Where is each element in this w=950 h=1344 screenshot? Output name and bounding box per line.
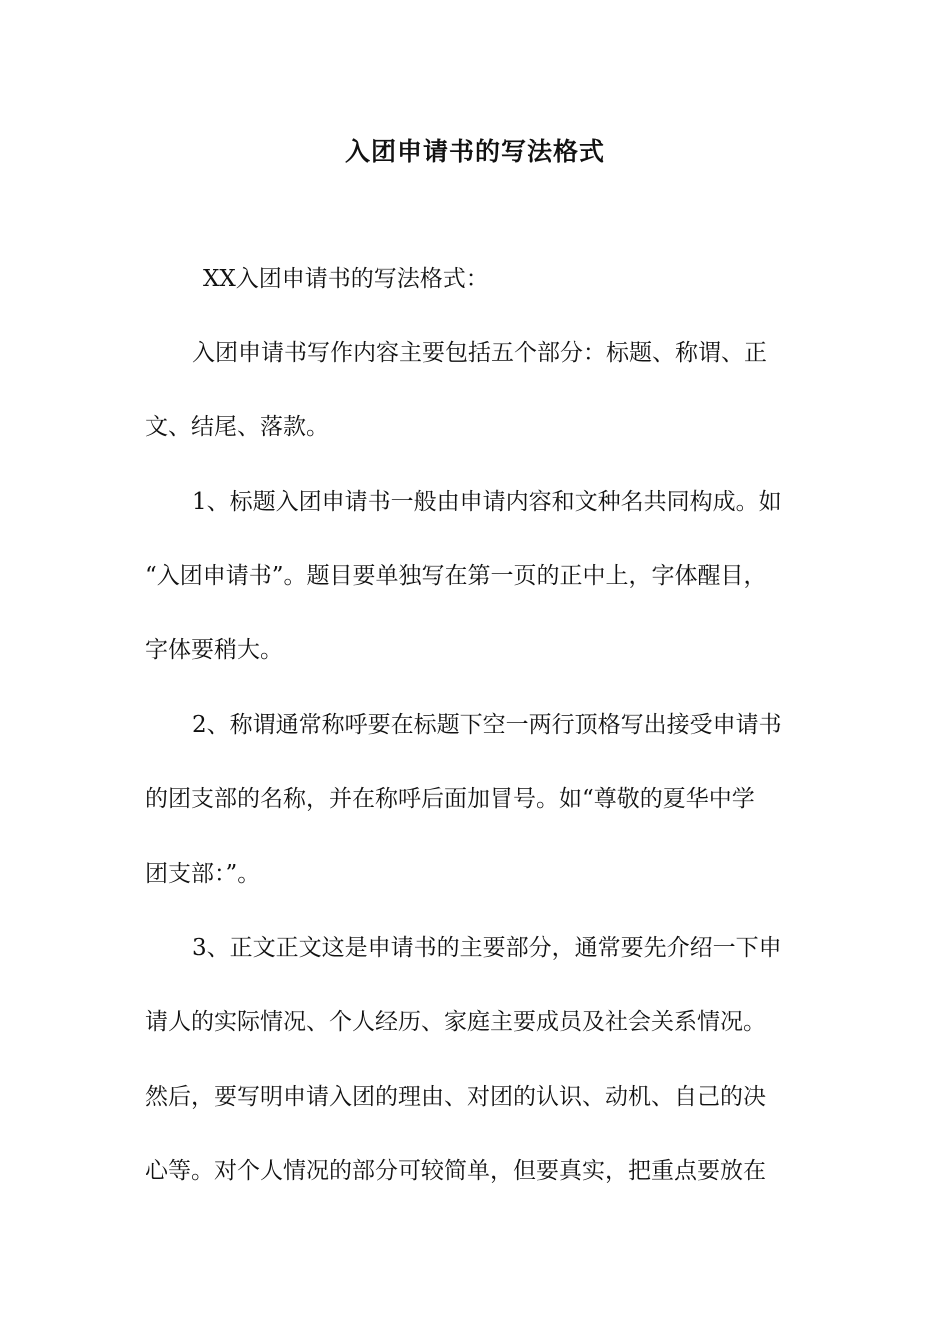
paragraph-line: 文、结尾、落款。 — [145, 414, 329, 440]
paragraph-line: 请人的实际情况、个人经历、家庭主要成员及社会关系情况。 — [145, 1009, 766, 1035]
paragraph-line: “入团申请书”。题目要单独写在第一页的正中上，字体醒目， — [145, 563, 767, 589]
document-title: 入团申请书的写法格式 — [344, 137, 605, 166]
paragraph-line: 团支部：”。 — [145, 861, 261, 887]
paragraph-line: 入团申请书写作内容主要包括五个部分：标题、称谓、正 — [192, 340, 767, 366]
paragraph-line: 然后，要写明申请入团的理由、对团的认识、动机、自己的决 — [145, 1084, 766, 1110]
paragraph-line: 字体要稍大。 — [145, 637, 283, 663]
intro-line: XX入团申请书的写法格式： — [203, 266, 489, 292]
paragraph-line: 心等。对个人情况的部分可较简单，但要真实，把重点要放在 — [145, 1158, 766, 1184]
paragraph-line: 的团支部的名称，并在称呼后面加冒号。如“尊敬的夏华中学 — [145, 786, 755, 812]
paragraph-line: 3、正文正文这是申请书的主要部分，通常要先介绍一下申 — [192, 935, 782, 961]
paragraph-line: 1、标题入团申请书一般由申请内容和文种名共同构成。如 — [192, 489, 782, 515]
paragraph-line: 2、称谓通常称呼要在标题下空一两行顶格写出接受申请书 — [192, 712, 782, 738]
